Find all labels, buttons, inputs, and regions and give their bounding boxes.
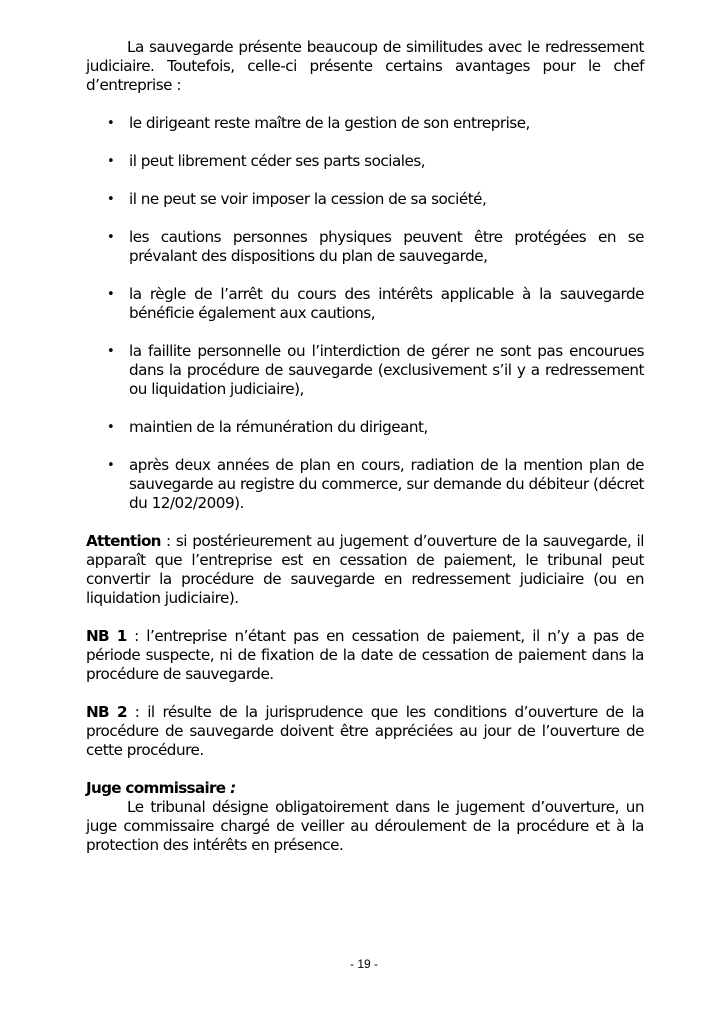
bullet-icon: •	[107, 344, 115, 359]
nb2-text: : il résulte de la jurisprudence que les conditions d’ouverture de la procédure de sauvegarde doivent être appréciées au jour de l’ouverture de cette procédure.	[86, 703, 645, 759]
nb1-text: : l’entreprise n’étant pas en cessation de paiement, il n’y a pas de période suspecte, ni de fixation de la date de cessation de paiement dans la procédure de sauvegarde.	[86, 627, 644, 683]
list-item-text: maintien de la rémunération du dirigeant,	[129, 418, 428, 436]
attention-paragraph	[86, 532, 644, 608]
list-item	[86, 114, 644, 133]
bullet-icon: •	[107, 116, 115, 131]
juge-heading	[86, 779, 644, 798]
advantages-list	[86, 114, 644, 513]
bullet-icon: •	[107, 420, 115, 435]
list-item-text: la faillite personnelle ou l’interdiction de gérer ne sont pas encourues dans la procédure de sauvegarde (exclusivement s’il y a redressement ou liquidation judiciaire),	[129, 342, 644, 398]
bullet-icon: •	[107, 287, 115, 302]
list-item	[86, 285, 644, 323]
list-item-text: les cautions personnes physiques peuvent être protégées en se prévalant des dispositions du plan de sauvegarde,	[129, 228, 644, 265]
attention-label: Attention	[86, 532, 161, 550]
list-item	[86, 456, 644, 513]
intro-paragraph: La sauvegarde présente beaucoup de similitudes avec le redressement judiciaire. Toutefois, celle-ci présente certains avantages pour le chef d’entreprise :	[86, 38, 644, 94]
page-number: - 19 -	[349, 957, 378, 971]
nb1-paragraph	[86, 627, 644, 684]
list-item	[86, 342, 644, 399]
list-item	[86, 152, 644, 171]
bullet-icon: •	[107, 192, 115, 207]
list-item	[86, 418, 644, 437]
bullet-icon: •	[107, 230, 115, 245]
list-item-text: le dirigeant reste maître de la gestion de son entreprise,	[129, 114, 530, 132]
bullet-icon: •	[107, 458, 115, 473]
list-item-text: il ne peut se voir imposer la cession de sa société,	[129, 190, 487, 208]
list-item	[86, 228, 644, 266]
juge-paragraph: Le tribunal désigne obligatoirement dans le jugement d’ouverture, un juge commissaire chargé de veiller au déroulement de la procédure et à la protection des intérêts en présence.	[86, 798, 644, 854]
nb2-paragraph	[86, 703, 644, 760]
list-item-text: la règle de l’arrêt du cours des intérêts applicable à la sauvegarde bénéficie également aux cautions,	[129, 285, 644, 322]
list-item	[86, 190, 644, 209]
attention-text: : si postérieurement au jugement d’ouverture de la sauvegarde, il apparaît que l’entreprise est en cessation de paiement, le tribunal peut convertir la procédure de sauvegarde en redressement judiciaire (ou en liquidation judiciaire).	[86, 532, 644, 607]
juge-heading-label: Juge commissaire	[86, 779, 226, 797]
document-page	[86, 38, 644, 874]
list-item-text: après deux années de plan en cours, radiation de la mention plan de sauvegarde au registre du commerce, sur demande du débiteur (décret du 12/02/2009).	[129, 456, 644, 512]
nb2-label: NB 2	[86, 703, 127, 721]
list-item-text: il peut librement céder ses parts sociales,	[129, 152, 426, 170]
bullet-icon: •	[107, 154, 115, 169]
nb1-label: NB 1	[86, 627, 127, 645]
juge-heading-suffix: :	[225, 779, 236, 797]
